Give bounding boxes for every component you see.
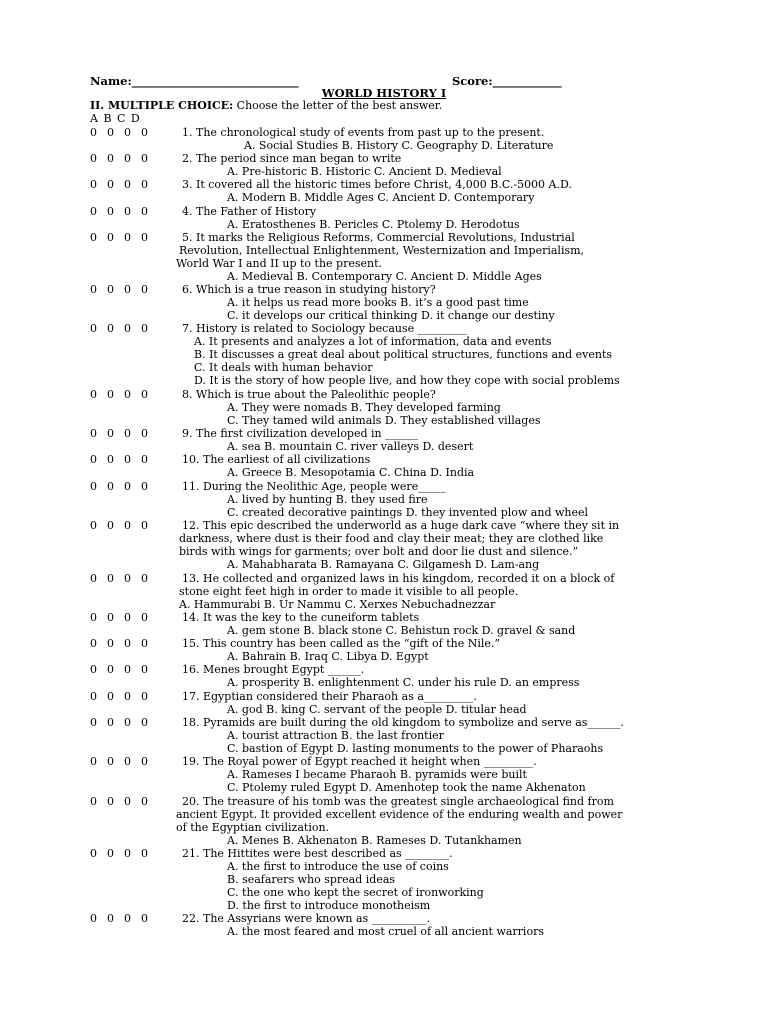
question-line: A. Medieval B. Contemporary C. Ancient D. Middle Ages (227, 270, 542, 283)
question-line: Revolution, Intellectual Enlightenment, Westernization and Imperialism, (179, 244, 585, 257)
answer-bubbles[interactable]: 0 0 0 0 (90, 453, 149, 466)
answer-bubbles[interactable]: 0 0 0 0 (90, 283, 149, 296)
question-line: B. It discusses a great deal about political structures, functions and events (194, 348, 613, 361)
answer-letters-header: A B C D (90, 112, 141, 125)
answer-bubbles[interactable]: 0 0 0 0 (90, 480, 149, 493)
question-line: birds with wings for garments; over bolt and door lie dust and silence.” (179, 545, 579, 558)
question-line: C. the one who kept the secret of ironworking (227, 886, 484, 899)
question-text: 10. The earliest of all civilizations (182, 453, 371, 466)
question-text: 19. The Royal power of Egypt reached it height when _________. (182, 755, 537, 768)
question-line: A. Eratosthenes B. Pericles C. Ptolemy D. Herodotus (227, 218, 520, 231)
question-line: C. They tamed wild animals D. They established villages (227, 414, 541, 427)
answer-bubbles[interactable]: 0 0 0 0 (90, 322, 149, 335)
question-text: 6. Which is a true reason in studying history? (182, 283, 436, 296)
question-text: 16. Menes brought Egypt ______. (182, 663, 365, 676)
question-line: A. Hammurabi B. Ur Nammu C. Xerxes Nebuchadnezzar (179, 598, 496, 611)
question-text: 2. The period since man began to write (182, 152, 402, 165)
question-line: D. the first to introduce monotheism (227, 899, 431, 912)
question-line: stone eight feet high in order to made it visible to all people. (179, 585, 519, 598)
answer-bubbles[interactable]: 0 0 0 0 (90, 755, 149, 768)
question-line: A. Pre-historic B. Historic C. Ancient D. Medieval (227, 165, 502, 178)
exam-title: WORLD HISTORY I (321, 86, 447, 100)
question-text: 5. It marks the Religious Reforms, Commercial Revolutions, Industrial (182, 231, 575, 244)
score-field: Score:____________ (452, 74, 562, 88)
question-text: 8. Which is true about the Paleolithic people? (182, 388, 436, 401)
question-line: A. Mahabharata B. Ramayana C. Gilgamesh D. Lam-ang (227, 558, 540, 571)
question-text: 14. It was the key to the cuneiform tablets (182, 611, 420, 624)
answer-bubbles[interactable]: 0 0 0 0 (90, 795, 149, 808)
question-text: 15. This country has been called as the “gift of the Nile.” (182, 637, 501, 650)
question-line: C. created decorative paintings D. they invented plow and wheel (227, 506, 589, 519)
question-text: 18. Pyramids are built during the old kingdom to symbolize and serve as______. (182, 716, 624, 729)
answer-bubbles[interactable]: 0 0 0 0 (90, 519, 149, 532)
question-line: A. Bahrain B. Iraq C. Libya D. Egypt (227, 650, 429, 663)
question-line: A. the first to introduce the use of coins (227, 860, 449, 873)
question-text: 21. The Hittites were best described as ________. (182, 847, 453, 860)
answer-bubbles[interactable]: 0 0 0 0 (90, 912, 149, 925)
question-text: 1. The chronological study of events from past up to the present. (182, 126, 545, 139)
answer-bubbles[interactable]: 0 0 0 0 (90, 152, 149, 165)
answer-bubbles[interactable]: 0 0 0 0 (90, 427, 149, 440)
name-field: Name:_____________________________ (90, 74, 299, 88)
answer-bubbles[interactable]: 0 0 0 0 (90, 388, 149, 401)
question-line: B. seafarers who spread ideas (227, 873, 396, 886)
answer-bubbles[interactable]: 0 0 0 0 (90, 847, 149, 860)
question-text: 11. During the Neolithic Age, people were_____ (182, 480, 446, 493)
answer-bubbles[interactable]: 0 0 0 0 (90, 178, 149, 191)
section-heading: II. MULTIPLE CHOICE: (90, 99, 234, 112)
question-text: 20. The treasure of his tomb was the greatest single archaeological find from (182, 795, 614, 808)
question-line: A. it helps us read more books B. it’s a good past time (227, 296, 529, 309)
question-line: C. it develops our critical thinking D. it change our destiny (227, 309, 555, 322)
question-line: A. lived by hunting B. they used fire (227, 493, 428, 506)
question-line: A. prosperity B. enlightenment C. under his rule D. an empress (227, 676, 580, 689)
question-line: World War I and II up to the present. (176, 257, 383, 270)
question-line: C. bastion of Egypt D. lasting monuments to the power of Pharaohs (227, 742, 604, 755)
answer-bubbles[interactable]: 0 0 0 0 (90, 690, 149, 703)
question-line: of the Egyptian civilization. (176, 821, 330, 834)
question-line: A. It presents and analyzes a lot of information, data and events (194, 335, 552, 348)
question-line: A. god B. king C. servant of the people D. titular head (227, 703, 527, 716)
question-line: C. It deals with human behavior (194, 361, 373, 374)
section-instruction (90, 99, 442, 112)
question-line: A. gem stone B. black stone C. Behistun rock D. gravel & sand (227, 624, 576, 637)
question-line: A. Greece B. Mesopotamia C. China D. India (227, 466, 475, 479)
question-text: 22. The Assyrians were known as __________. (182, 912, 431, 925)
question-text: 9. The first civilization developed in ______ (182, 427, 419, 440)
question-line: A. Social Studies B. History C. Geography D. Literature (244, 139, 554, 152)
question-line: C. Ptolemy ruled Egypt D. Amenhotep took the name Akhenaton (227, 781, 586, 794)
answer-bubbles[interactable]: 0 0 0 0 (90, 231, 149, 244)
question-line: ancient Egypt. It provided excellent evidence of the enduring wealth and power (176, 808, 623, 821)
question-text: 13. He collected and organized laws in his kingdom, recorded it on a block of (182, 572, 615, 585)
answer-bubbles[interactable]: 0 0 0 0 (90, 205, 149, 218)
question-line: darkness, where dust is their food and clay their meat; they are clothed like (179, 532, 604, 545)
question-line: A. Menes B. Akhenaton B. Rameses D. Tutankhamen (227, 834, 522, 847)
question-line: D. It is the story of how people live, and how they cope with social problems (194, 374, 620, 387)
question-text: 3. It covered all the historic times before Christ, 4,000 B.C.-5000 A.D. (182, 178, 572, 191)
question-text: 17. Egyptian considered their Pharaoh as a_________. (182, 690, 477, 703)
answer-bubbles[interactable]: 0 0 0 0 (90, 716, 149, 729)
question-text: 7. History is related to Sociology because _________ (182, 322, 468, 335)
answer-bubbles[interactable]: 0 0 0 0 (90, 572, 149, 585)
question-text: 12. This epic described the underworld as a huge dark cave “where they sit in (182, 519, 620, 532)
question-line: A. tourist attraction B. the last frontier (227, 729, 444, 742)
question-text: 4. The Father of History (182, 205, 317, 218)
question-line: A. sea B. mountain C. river valleys D. desert (227, 440, 474, 453)
instruction-text: Choose the letter of the best answer. (233, 99, 443, 112)
question-line: A. the most feared and most cruel of all ancient warriors (227, 925, 544, 938)
answer-bubbles[interactable]: 0 0 0 0 (90, 126, 149, 139)
answer-bubbles[interactable]: 0 0 0 0 (90, 663, 149, 676)
question-line: A. They were nomads B. They developed farming (227, 401, 501, 414)
answer-bubbles[interactable]: 0 0 0 0 (90, 637, 149, 650)
answer-bubbles[interactable]: 0 0 0 0 (90, 611, 149, 624)
question-line: A. Modern B. Middle Ages C. Ancient D. Contemporary (227, 191, 535, 204)
question-line: A. Rameses I became Pharaoh B. pyramids were built (227, 768, 527, 781)
